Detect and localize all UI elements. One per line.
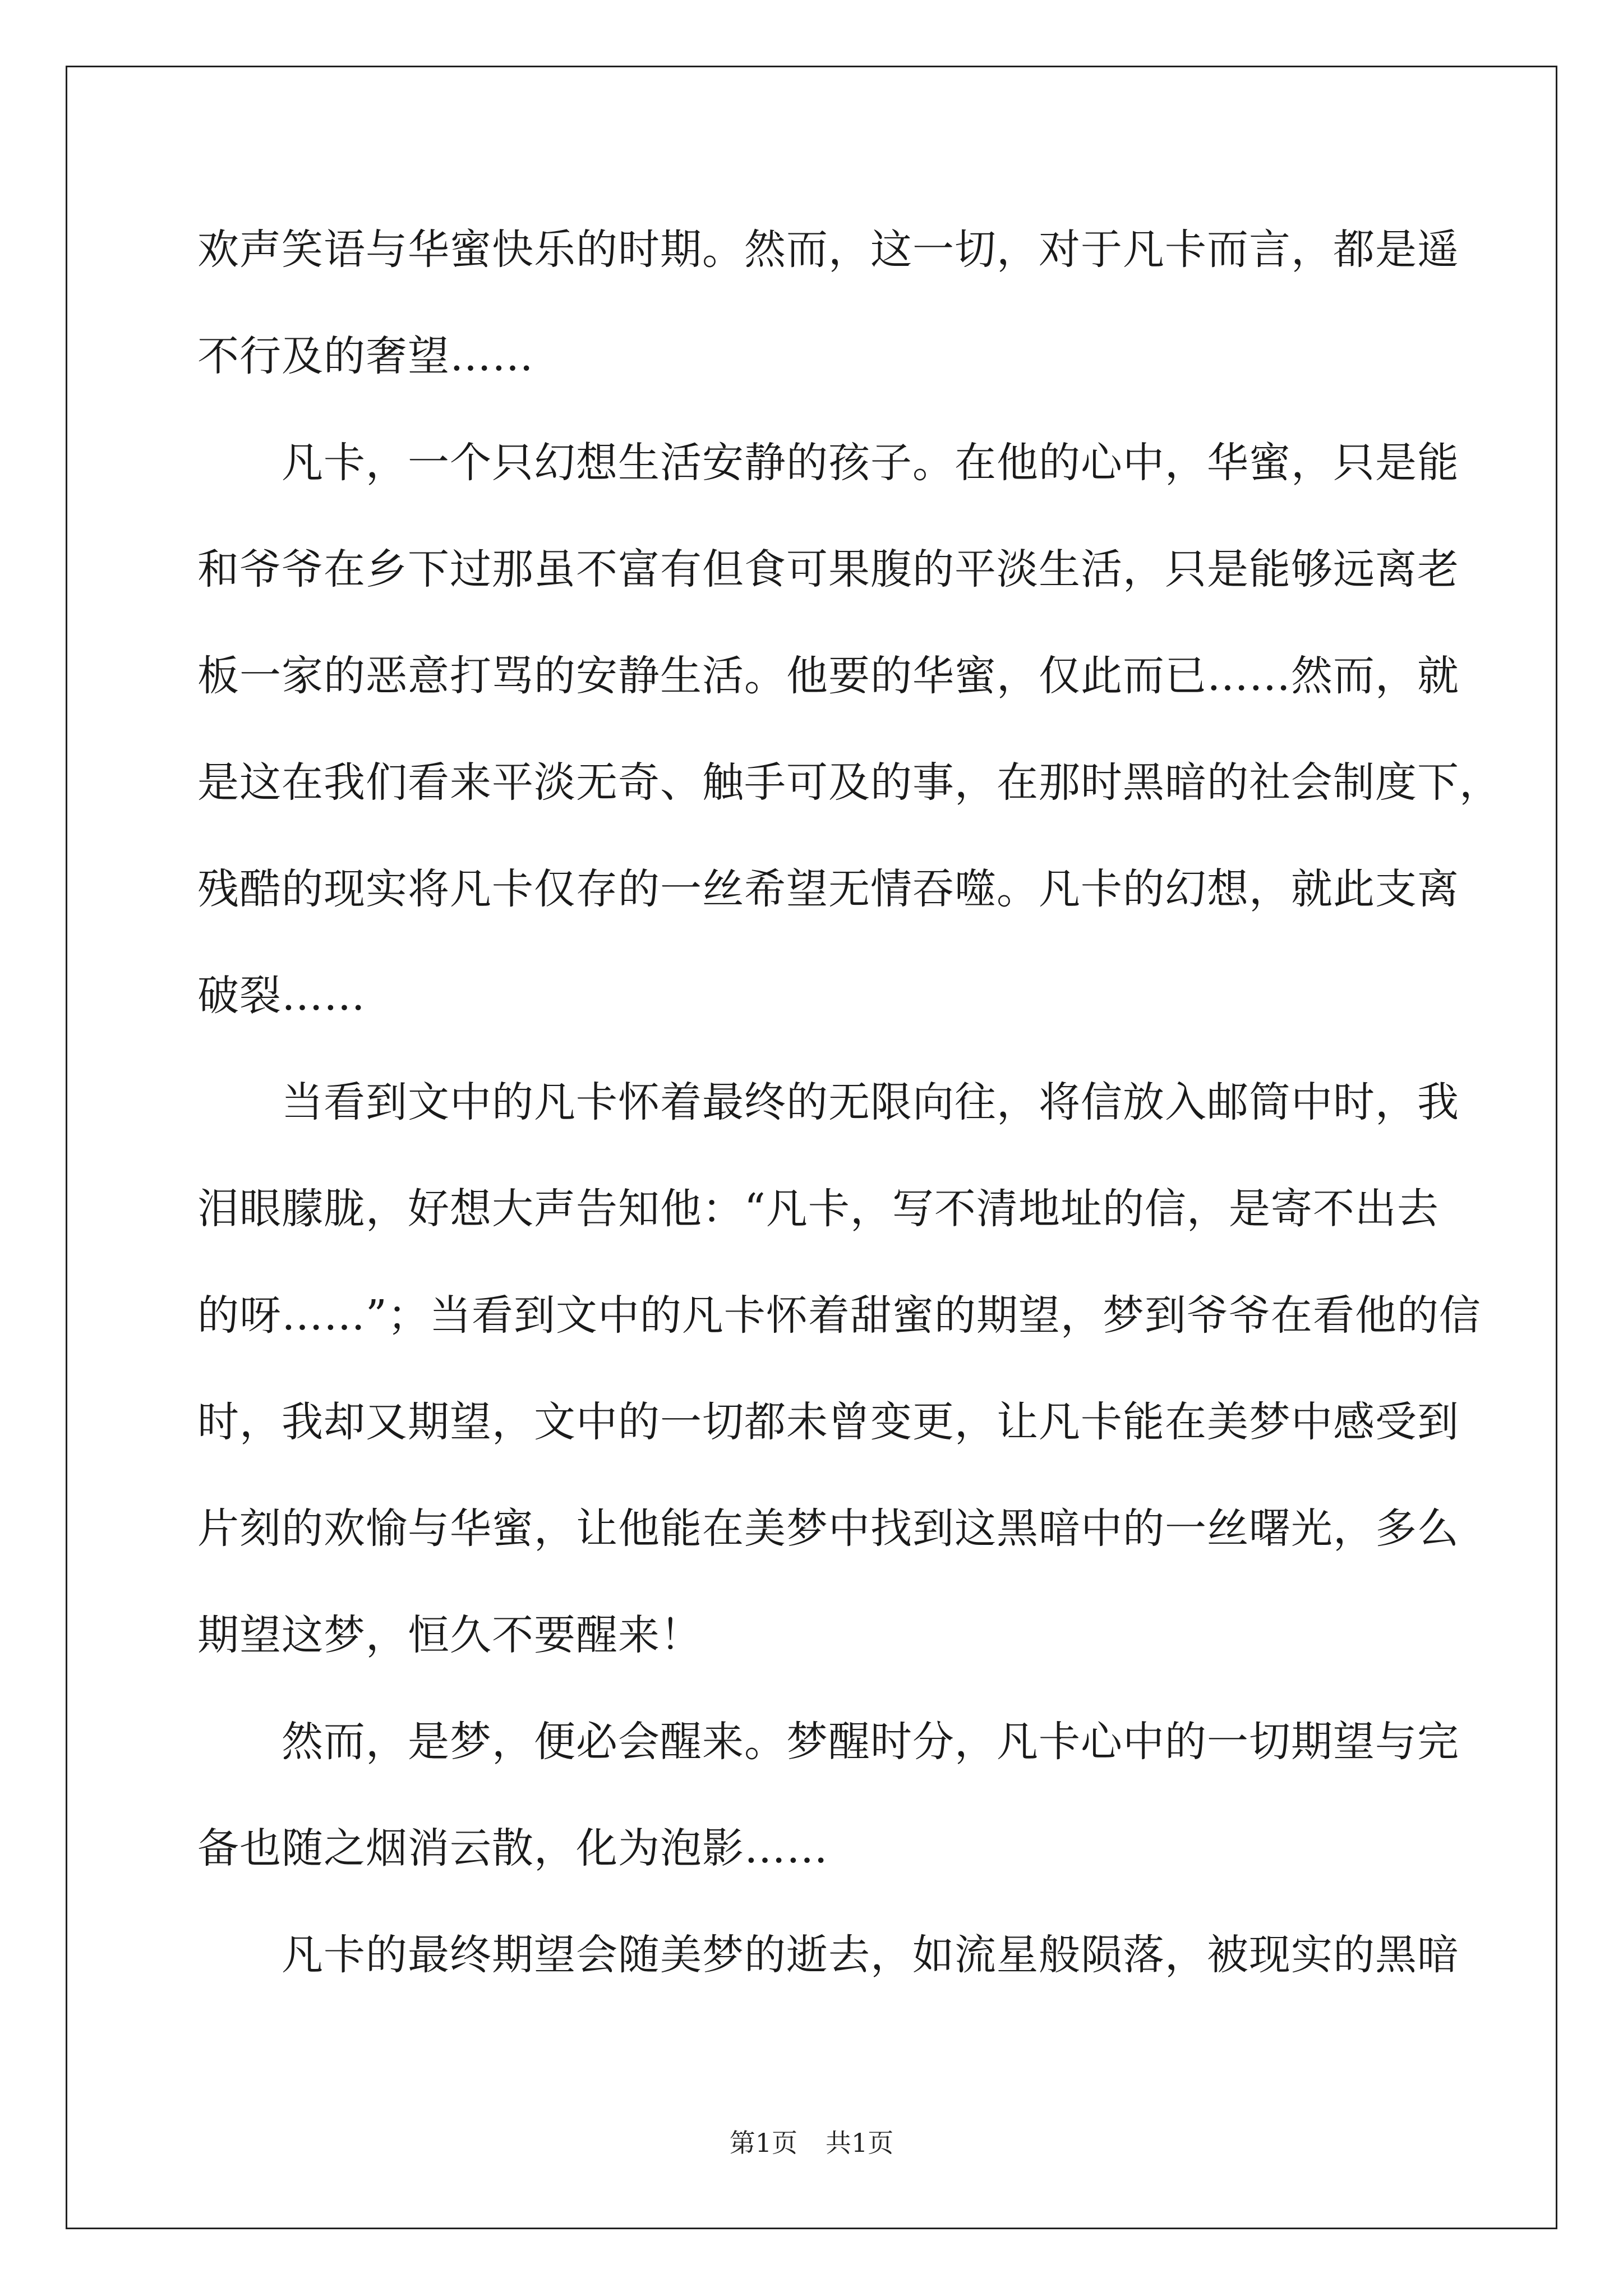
page-footer [0, 2126, 1623, 2160]
text-line: 的呀……”；当看到文中的凡卡怀着甜蜜的期望，梦到爷爷在看他的信 [197, 1291, 1481, 1340]
text-line: 板一家的恶意打骂的安静生活。他要的华蜜，仅此而已……然而，就 [197, 652, 1459, 700]
text-line: 残酷的现实将凡卡仅存的一丝希望无情吞噬。凡卡的幻想，就此支离 [197, 865, 1459, 913]
text-line: 时，我却又期望，文中的一切都未曾变更，让凡卡能在美梦中感受到 [197, 1398, 1459, 1446]
document-body [197, 216, 1501, 2028]
page-number-current: 第1页 [729, 2128, 797, 2158]
text-line: 欢声笑语与华蜜快乐的时期。然而，这一切，对于凡卡而言，都是遥 [197, 226, 1459, 274]
text-line: 泪眼朦胧，好想大声告知他：“凡卡，写不清地址的信，是寄不出去 [197, 1185, 1439, 1233]
paragraph-first-line: 凡卡的最终期望会随美梦的逝去，如流星般陨落，被现实的黑暗 [282, 1931, 1459, 1979]
text-line: 是这在我们看来平淡无奇、触手可及的事，在那时黑暗的社会制度下， [197, 758, 1501, 807]
paragraph-first-line: 然而，是梦，便必会醒来。梦醒时分，凡卡心中的一切期望与完 [282, 1718, 1459, 1766]
text-line: 期望这梦，恒久不要醒来！ [197, 1611, 702, 1659]
page-number-total: 共1页 [826, 2128, 894, 2158]
paragraph-first-line: 凡卡，一个只幻想生活安静的孩子。在他的心中，华蜜，只是能 [282, 439, 1459, 487]
paragraph-first-line: 当看到文中的凡卡怀着最终的无限向往，将信放入邮筒中时，我 [282, 1078, 1459, 1126]
text-line: 破裂…… [197, 972, 366, 1020]
text-line: 和爷爷在乡下过那虽不富有但食可果腹的平淡生活，只是能够远离老 [197, 545, 1459, 593]
text-line: 片刻的欢愉与华蜜，让他能在美梦中找到这黑暗中的一丝曙光，多么 [197, 1504, 1459, 1553]
text-line: 不行及的奢望…… [197, 332, 534, 380]
text-line: 备也随之烟消云散，化为泡影…… [197, 1824, 828, 1872]
